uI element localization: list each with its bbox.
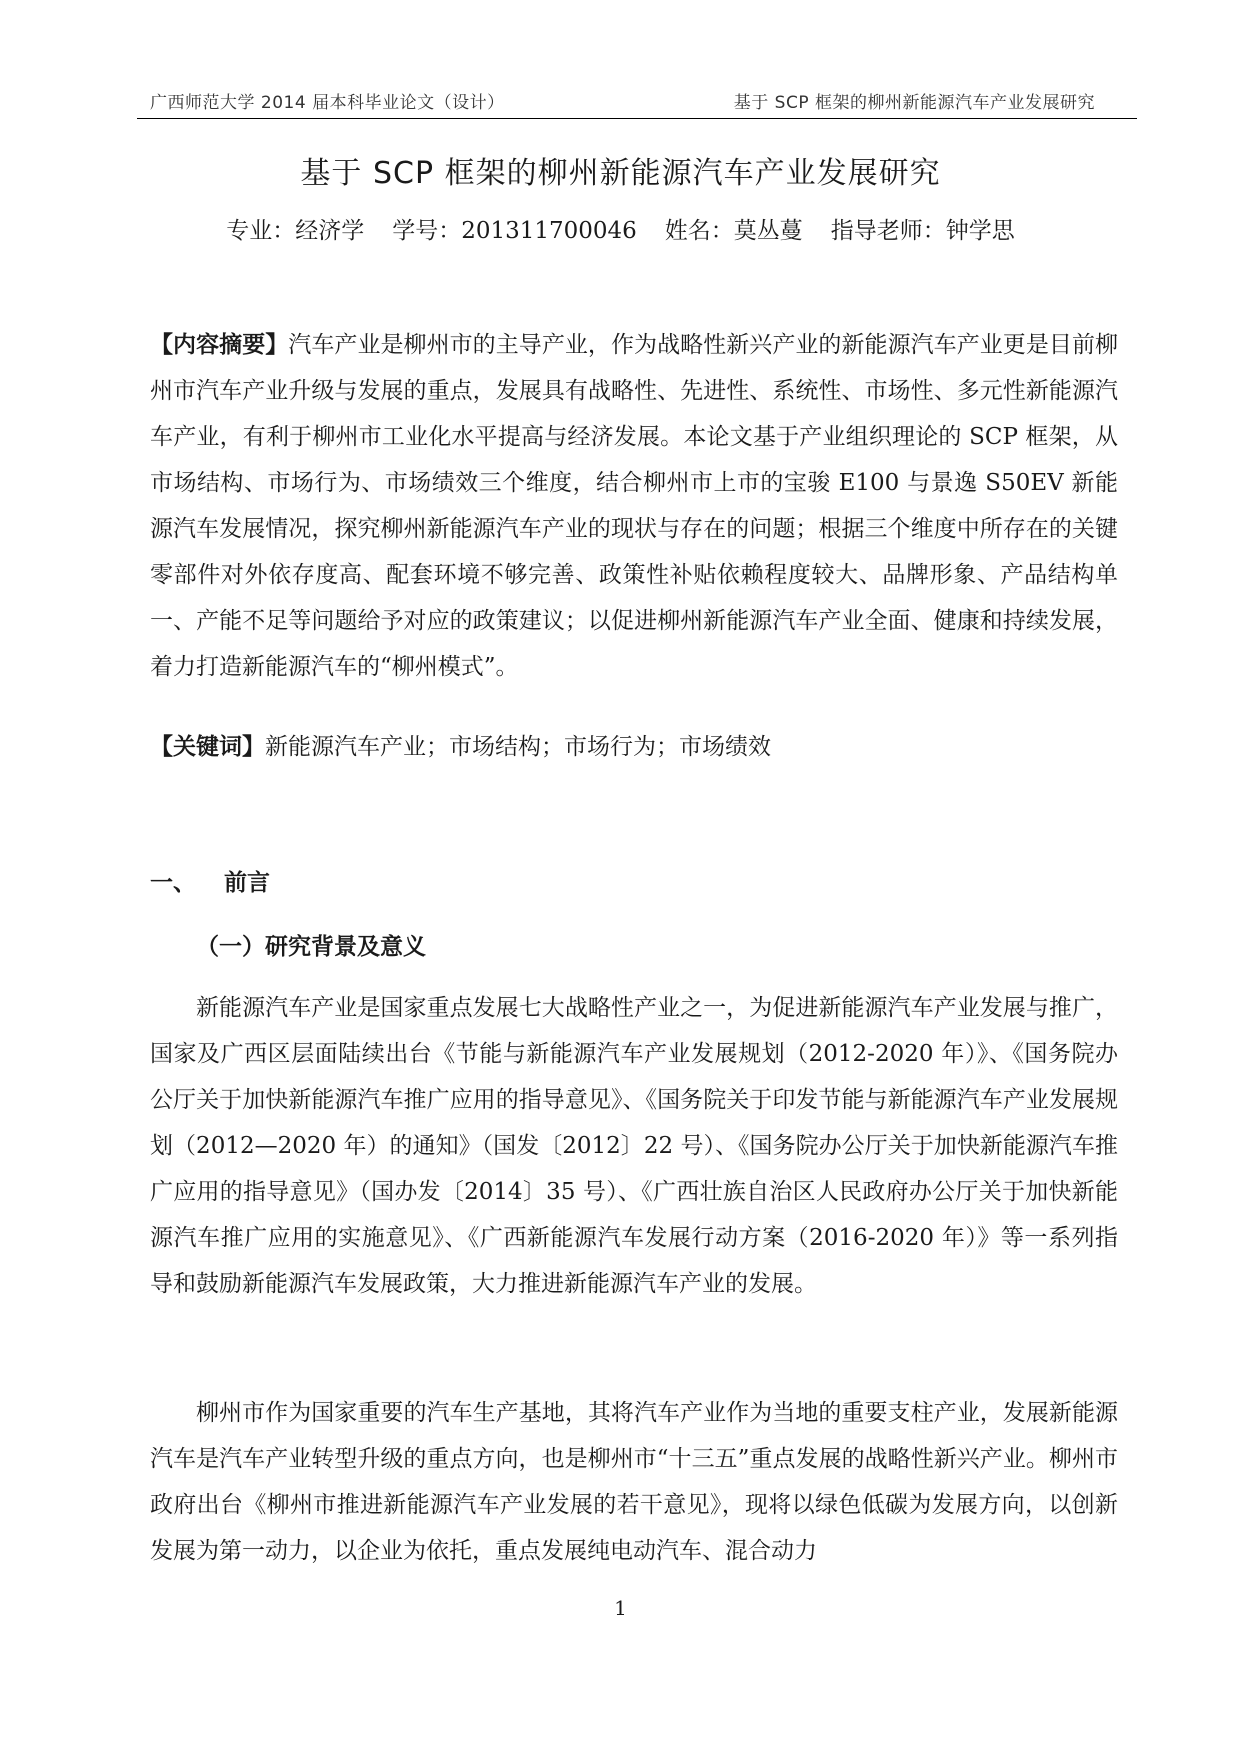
running-header-right: 基于 SCP 框架的柳州新能源汽车产业发展研究 — [733, 93, 1095, 113]
keywords-label: 【关键词】 — [150, 734, 265, 760]
advisor-field: 指导老师：钟学思 — [830, 218, 1015, 244]
body-paragraph: 新能源汽车产业是国家重点发展七大战略性产业之一，为促进新能源汽车产业发展与推广，国家及广西区层面陆续出台《节能与新能源汽车产业发展规划（2012-2020 年）》、《国务院办公厅关于加快新能源汽车推广应用的指导意见》、《国务院关于印发节能与新能源汽车产业发展规划（2012—2020 年）的通知》（国发〔2012〕22 号）、《国务院办公厅关于加快新能源汽车推广应用的指导意见》（国办发〔2014〕35 号）、《广西壮族自治区人民政府办公厅关于加快新能源汽车推广应用的实施意见》、《广西新能源汽车发展行动方案（2016-2020 年）》等一系列指导和鼓励新能源汽车发展政策，大力推进新能源汽车产业的发展。 — [150, 995, 1118, 1297]
student-id-field: 学号：201311700046 — [392, 218, 637, 244]
header-divider — [137, 118, 1137, 119]
paper-title: 基于 SCP 框架的柳州新能源汽车产业发展研究 — [300, 156, 941, 191]
subsection-heading: （一）研究背景及意义 — [196, 934, 426, 960]
keywords-text: 新能源汽车产业；市场结构；市场行为；市场绩效 — [265, 734, 771, 760]
abstract — [150, 322, 1118, 690]
abstract-text: 汽车产业是柳州市的主导产业，作为战略性新兴产业的新能源汽车产业更是目前柳州市汽车产业升级与发展的重点，发展具有战略性、先进性、系统性、市场性、多元性新能源汽车产业，有利于柳州市工业化水平提高与经济发展。本论文基于产业组织理论的 SCP 框架，从市场结构、市场行为、市场绩效三个维度，结合柳州市上市的宝骏 E100 与景逸 S50EV 新能源汽车发展情况，探究柳州新能源汽车产业的现状与存在的问题；根据三个维度中所存在的关键零部件对外依存度高、配套环境不够完善、政策性补贴依赖程度较大、品牌形象、产品结构单一、产能不足等问题给予对应的政策建议；以促进柳州新能源汽车产业全面、健康和持续发展，着力打造新能源汽车的“柳州模式”。 — [150, 332, 1119, 680]
section-title: 前言 — [224, 870, 270, 896]
student-name-field: 姓名：莫丛蔓 — [664, 218, 803, 244]
keywords — [150, 728, 771, 761]
section-number: 一、 — [150, 870, 196, 896]
section-heading — [150, 864, 270, 897]
body-paragraph: 柳州市作为国家重要的汽车生产基地，其将汽车产业作为当地的重要支柱产业，发展新能源汽车是汽车产业转型升级的重点方向，也是柳州市“十三五”重点发展的战略性新兴产业。柳州市政府出台《柳州市推进新能源汽车产业发展的若干意见》，现将以绿色低碳为发展方向，以创新发展为第一动力，以企业为依托，重点发展纯电动汽车、混合动力 — [150, 1400, 1118, 1564]
author-info — [0, 212, 1241, 245]
abstract-label: 【内容摘要】 — [150, 332, 289, 358]
major-field: 专业：经济学 — [226, 218, 365, 244]
page-number: 1 — [614, 1596, 627, 1620]
running-header-left: 广西师范大学 2014 届本科毕业论文（设计） — [150, 93, 505, 113]
